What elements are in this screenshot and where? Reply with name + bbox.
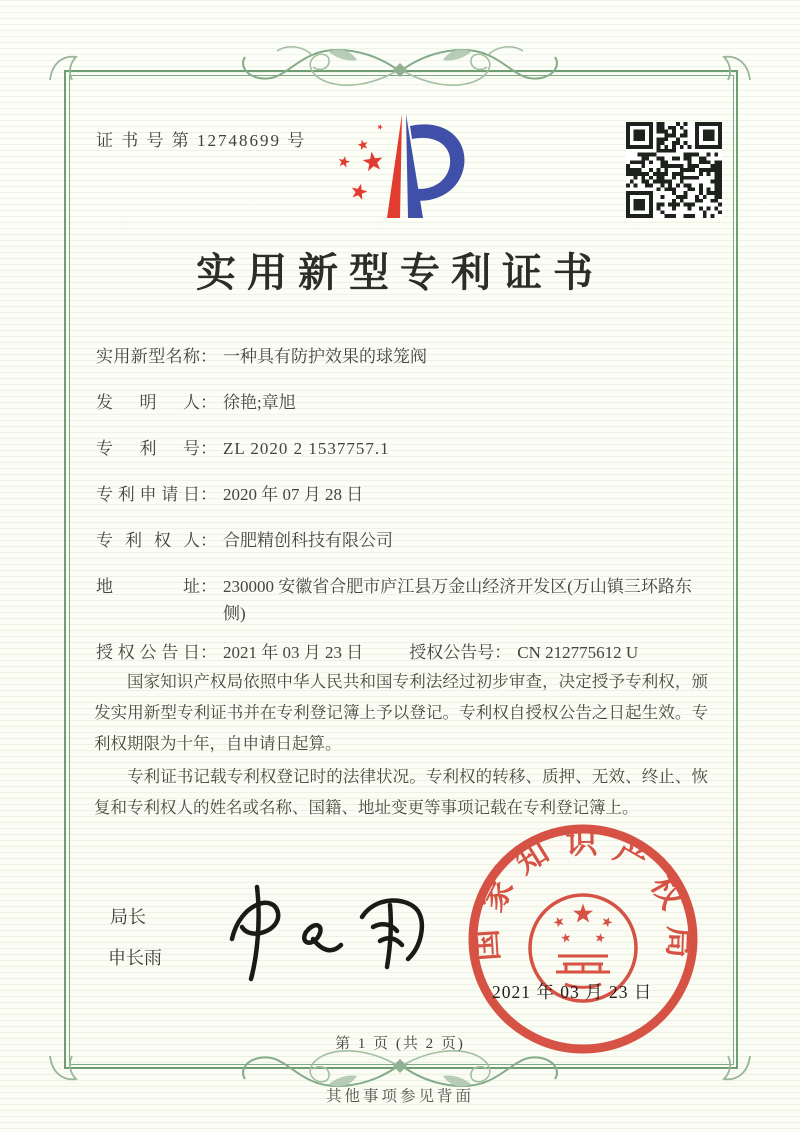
- corner-ornament: [46, 1052, 80, 1086]
- legal-paragraph-2: 专利证书记载专利权登记时的法律状况。专利权的转移、质押、无效、终止、恢复和专利权人的姓名或名称、国籍、地址变更等事项记载在专利登记簿上。: [94, 767, 708, 817]
- field-patent-number: [96, 435, 708, 462]
- corner-ornament: [720, 50, 754, 84]
- field-inventor: [96, 389, 708, 416]
- issue-date: 2021 年 03 月 23 日: [492, 982, 653, 1002]
- field-label: 专利号: [96, 439, 200, 458]
- field-colon: ：: [200, 439, 217, 458]
- field-label: 发明人: [96, 393, 200, 412]
- field-colon: ：: [200, 577, 217, 596]
- field-colon: ：: [200, 393, 217, 412]
- field-colon: ：: [200, 347, 217, 366]
- svg-text:国家知识产权局: [467, 824, 698, 963]
- field-label: 专利权人: [96, 531, 200, 550]
- field-colon: ：: [200, 531, 217, 550]
- corner-ornament: [46, 50, 80, 84]
- field-grant-date: [96, 639, 708, 666]
- field-list: [96, 343, 708, 685]
- official-seal: [462, 818, 704, 1060]
- field-patentee: [96, 527, 708, 554]
- field-value: 一种具有防护效果的球笼阀: [223, 347, 427, 366]
- director-signature: [210, 875, 440, 995]
- field-label-grant-number: 授权公告号: [409, 643, 495, 662]
- field-colon: ：: [494, 643, 512, 662]
- certificate-number: 证 书 号 第 12748699 号: [96, 131, 307, 150]
- page-number: 第 1 页 (共 2 页): [335, 1036, 465, 1052]
- field-label: 授权公告日: [96, 643, 200, 662]
- field-utility-name: [96, 343, 708, 370]
- field-colon: ：: [200, 643, 217, 662]
- cnipa-logo-icon: [328, 104, 480, 238]
- field-label: 专利申请日: [96, 485, 200, 504]
- corner-ornament: [720, 1052, 754, 1086]
- legal-paragraph-1: 国家知识产权局依照中华人民共和国专利法经过初步审查，决定授予专利权，颁发实用新型专利证书并在专利登记簿上予以登记。专利权自授权公告之日起生效。专利权期限为十年，自申请日起算。: [94, 672, 708, 753]
- field-colon: ：: [200, 485, 217, 504]
- field-value: 230000 安徽省合肥市庐江县万金山经济开发区(万山镇三环路东侧): [223, 577, 692, 623]
- field-label: 实用新型名称: [96, 347, 200, 366]
- director-name: 申长雨: [108, 948, 162, 968]
- field-value-grant-number: CN 212775612 U: [517, 643, 639, 662]
- field-address: [96, 573, 708, 627]
- field-value: 合肥精创科技有限公司: [223, 531, 393, 550]
- field-filing-date: [96, 481, 708, 508]
- director-title: 局长: [110, 907, 146, 927]
- field-value: 2020 年 07 月 28 日: [223, 485, 364, 504]
- field-value: ZL 2020 2 1537757.1: [223, 439, 390, 458]
- field-value: 2021 年 03 月 23 日: [223, 643, 364, 662]
- top-flourish-ornament: [215, 37, 585, 103]
- back-side-note: 其他事项参见背面: [325, 1088, 474, 1105]
- field-value: 徐艳;章旭: [223, 393, 296, 412]
- qr-code: [626, 122, 722, 218]
- certificate-title: 实用新型专利证书: [196, 250, 604, 295]
- seal-ring-text: 国家知识产权局: [467, 823, 699, 963]
- legal-text: [94, 666, 708, 825]
- field-label: 地址: [96, 577, 200, 596]
